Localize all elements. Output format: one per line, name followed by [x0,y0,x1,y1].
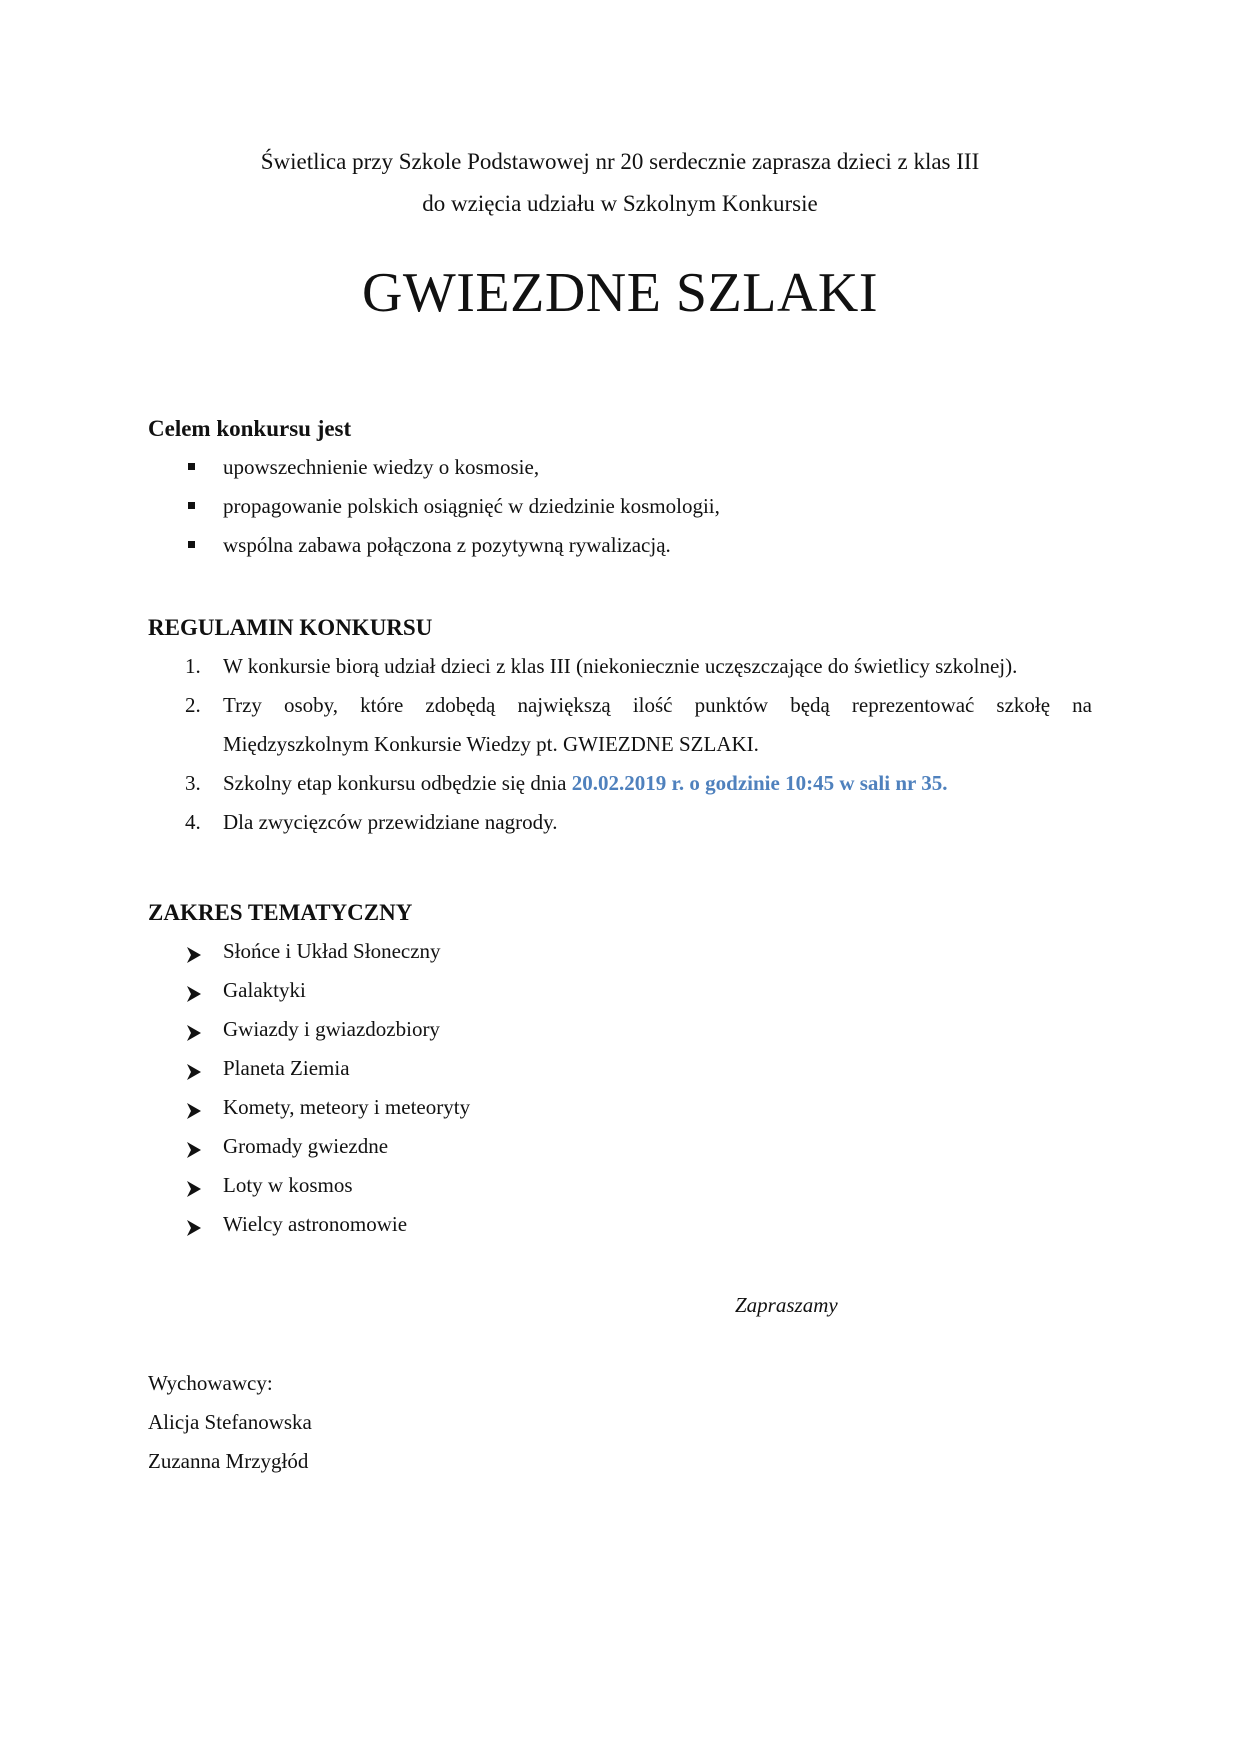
signature-label: Wychowawcy: [148,1371,273,1395]
square-bullet-icon [188,463,195,470]
square-bullet-icon [188,502,195,509]
square-bullet-icon [188,541,195,548]
topics-heading: ZAKRES TEMATYCZNY [148,900,413,925]
rules-item-number: 3. [185,771,201,795]
topic-item-text: Gwiazdy i gwiazdozbiory [223,1017,440,1041]
arrow-bullet-icon [186,1215,202,1245]
document-title: GWIEZDNE SZLAKI [361,262,879,324]
rules-item-number: 4. [185,810,201,834]
arrow-bullet-icon [186,1137,202,1167]
rules-item-text: Dla zwycięzców przewidziane nagrody. [223,810,558,834]
arrow-bullet-icon [186,1098,202,1128]
arrow-bullet-icon [186,981,202,1011]
topic-item-text: Gromady gwiezdne [223,1134,389,1158]
rules-heading: REGULAMIN KONKURSU [148,615,433,640]
topic-item-text: Planeta Ziemia [223,1056,350,1080]
topic-item-text: Słońce i Układ Słoneczny [223,939,441,963]
rules-item-text: Międzyszkolnym Konkursie Wiedzy pt. GWIEZDNE SZLAKI. [223,732,759,756]
goal-item-text: upowszechnienie wiedzy o kosmosie, [223,455,540,479]
arrow-bullet-icon [186,1176,202,1206]
arrow-bullet-icon [186,1020,202,1050]
arrow-bullet-icon [186,1059,202,1089]
topic-item-text: Loty w kosmos [223,1173,353,1197]
rules-item-highlight: 20.02.2019 r. o godzinie 10:45 w sali nr 35. [571,771,948,795]
invitation-text: Zapraszamy [735,1293,838,1317]
rules-item-text: W konkursie biorą udział dzieci z klas III (niekoniecznie uczęszczające do świetlicy szkolnej). [223,654,1018,678]
rules-item-text-plain: Szkolny etap konkursu odbędzie się dnia [223,771,572,795]
rules-item-text [223,768,1092,798]
arrow-bullet-icon [186,942,202,972]
signature-name: Alicja Stefanowska [148,1410,312,1434]
rules-item-text: Trzy osoby, które zdobędą największą ilość punktów będą reprezentować szkołę na [223,693,1092,717]
goal-heading: Celem konkursu jest [148,416,352,441]
intro-line-2: do wzięcia udziału w Szkolnym Konkursie [422,191,818,216]
signature-name: Zuzanna Mrzygłód [148,1449,309,1473]
goal-item-text: propagowanie polskich osiągnięć w dziedzinie kosmologii, [223,494,720,518]
rules-item-number: 1. [185,654,201,678]
intro-line-1: Świetlica przy Szkole Podstawowej nr 20 serdecznie zaprasza dzieci z klas III [260,149,980,174]
topic-item-text: Komety, meteory i meteoryty [223,1095,471,1119]
goal-item-text: wspólna zabawa połączona z pozytywną rywalizacją. [223,533,671,557]
rules-item-number: 2. [185,693,201,717]
topic-item-text: Galaktyki [223,978,306,1002]
topic-item-text: Wielcy astronomowie [223,1212,408,1236]
